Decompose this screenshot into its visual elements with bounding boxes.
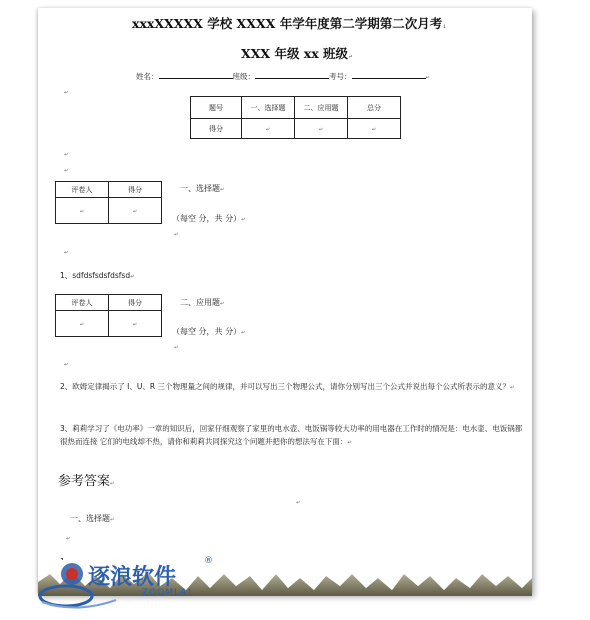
answers-title: 参考答案↵	[58, 474, 115, 489]
grader-box-2	[55, 294, 162, 337]
exam-title: xxxXXXXX 学校 XXXX 年学年度第二学期第二次月考↓	[132, 16, 447, 31]
score-cell[interactable]: ↵	[295, 119, 348, 139]
section-2-title: 二、应用题↵	[180, 298, 225, 307]
score-cell[interactable]: ↵	[242, 119, 295, 139]
score-cell[interactable]: ↵	[348, 119, 401, 139]
logo-latin: ZOOMLA!	[142, 588, 193, 598]
student-info-line: 姓名： 班级： 考号： ↵	[136, 72, 430, 81]
grader-label: 评卷人	[56, 182, 109, 198]
grader-cell[interactable]: ↵	[56, 311, 109, 337]
class-subtitle: XXX 年级 xx 班级↵	[241, 46, 353, 61]
name-label: 姓名：	[136, 72, 159, 81]
para-mark: ↵	[64, 90, 69, 96]
score-table	[190, 96, 401, 139]
question-1: 1、sdfdsfsdsfdsfsd↵	[60, 271, 135, 280]
question-3: 3、莉莉学习了《电功率》一章的知识后，回家仔细观察了家里的电水壶、电饭锅等较大功率的用电器在工作时的情况是：电水壶、电饭锅都很热而连接 它们的电线却不热，请你和莉莉共同探究这个问题并把你的想法写在下面：↵	[60, 424, 523, 446]
section-1-note: （每空 分，共 分）↵	[172, 214, 246, 223]
score-row-label: 得分	[191, 119, 242, 139]
grader-cell[interactable]: ↵	[56, 198, 109, 224]
logo-registered: ®	[204, 556, 213, 566]
grader-label: 评卷人	[56, 295, 109, 311]
answers-section-1: 一、选择题↵	[70, 514, 115, 523]
class-label: 班级：	[232, 72, 255, 81]
score-table-header: 二、应用题	[295, 97, 348, 119]
grader-cell[interactable]: ↵	[109, 311, 162, 337]
score-table-header: 题号	[191, 97, 242, 119]
exam-no-blank[interactable]	[352, 70, 426, 79]
grader-box-1	[55, 181, 162, 224]
para-mark: ↵	[64, 152, 69, 158]
para-mark: ↵	[66, 536, 71, 542]
section-2-note: （每空 分，共 分）↵	[172, 327, 246, 336]
para-mark: ↵	[64, 168, 69, 174]
score-table-header: 一、选择题	[242, 97, 295, 119]
question-2: 2、欧姆定律揭示了 I、U、R 三个物理量之间的规律，并可以写出三个物理公式，请你分别写出三个公式并说出每个公式所表示的意义？↵	[60, 382, 515, 391]
section-1-title: 一、选择题↵	[180, 184, 225, 193]
para-mark: ↵	[296, 500, 301, 506]
score-table-header: 总分	[348, 97, 401, 119]
logo-name: 逐浪软件	[88, 565, 177, 590]
para-mark: ↵	[64, 250, 69, 256]
exam-no-label: 考号：	[329, 72, 352, 81]
grader-score-label: 得分	[109, 295, 162, 311]
grader-cell[interactable]: ↵	[109, 198, 162, 224]
name-blank[interactable]	[159, 70, 233, 79]
zoomla-logo	[36, 556, 216, 616]
para-mark: ↵	[174, 232, 179, 238]
class-blank[interactable]	[255, 70, 329, 79]
para-mark: ↵	[64, 362, 69, 368]
grader-score-label: 得分	[109, 182, 162, 198]
para-mark: ↵	[174, 345, 179, 351]
